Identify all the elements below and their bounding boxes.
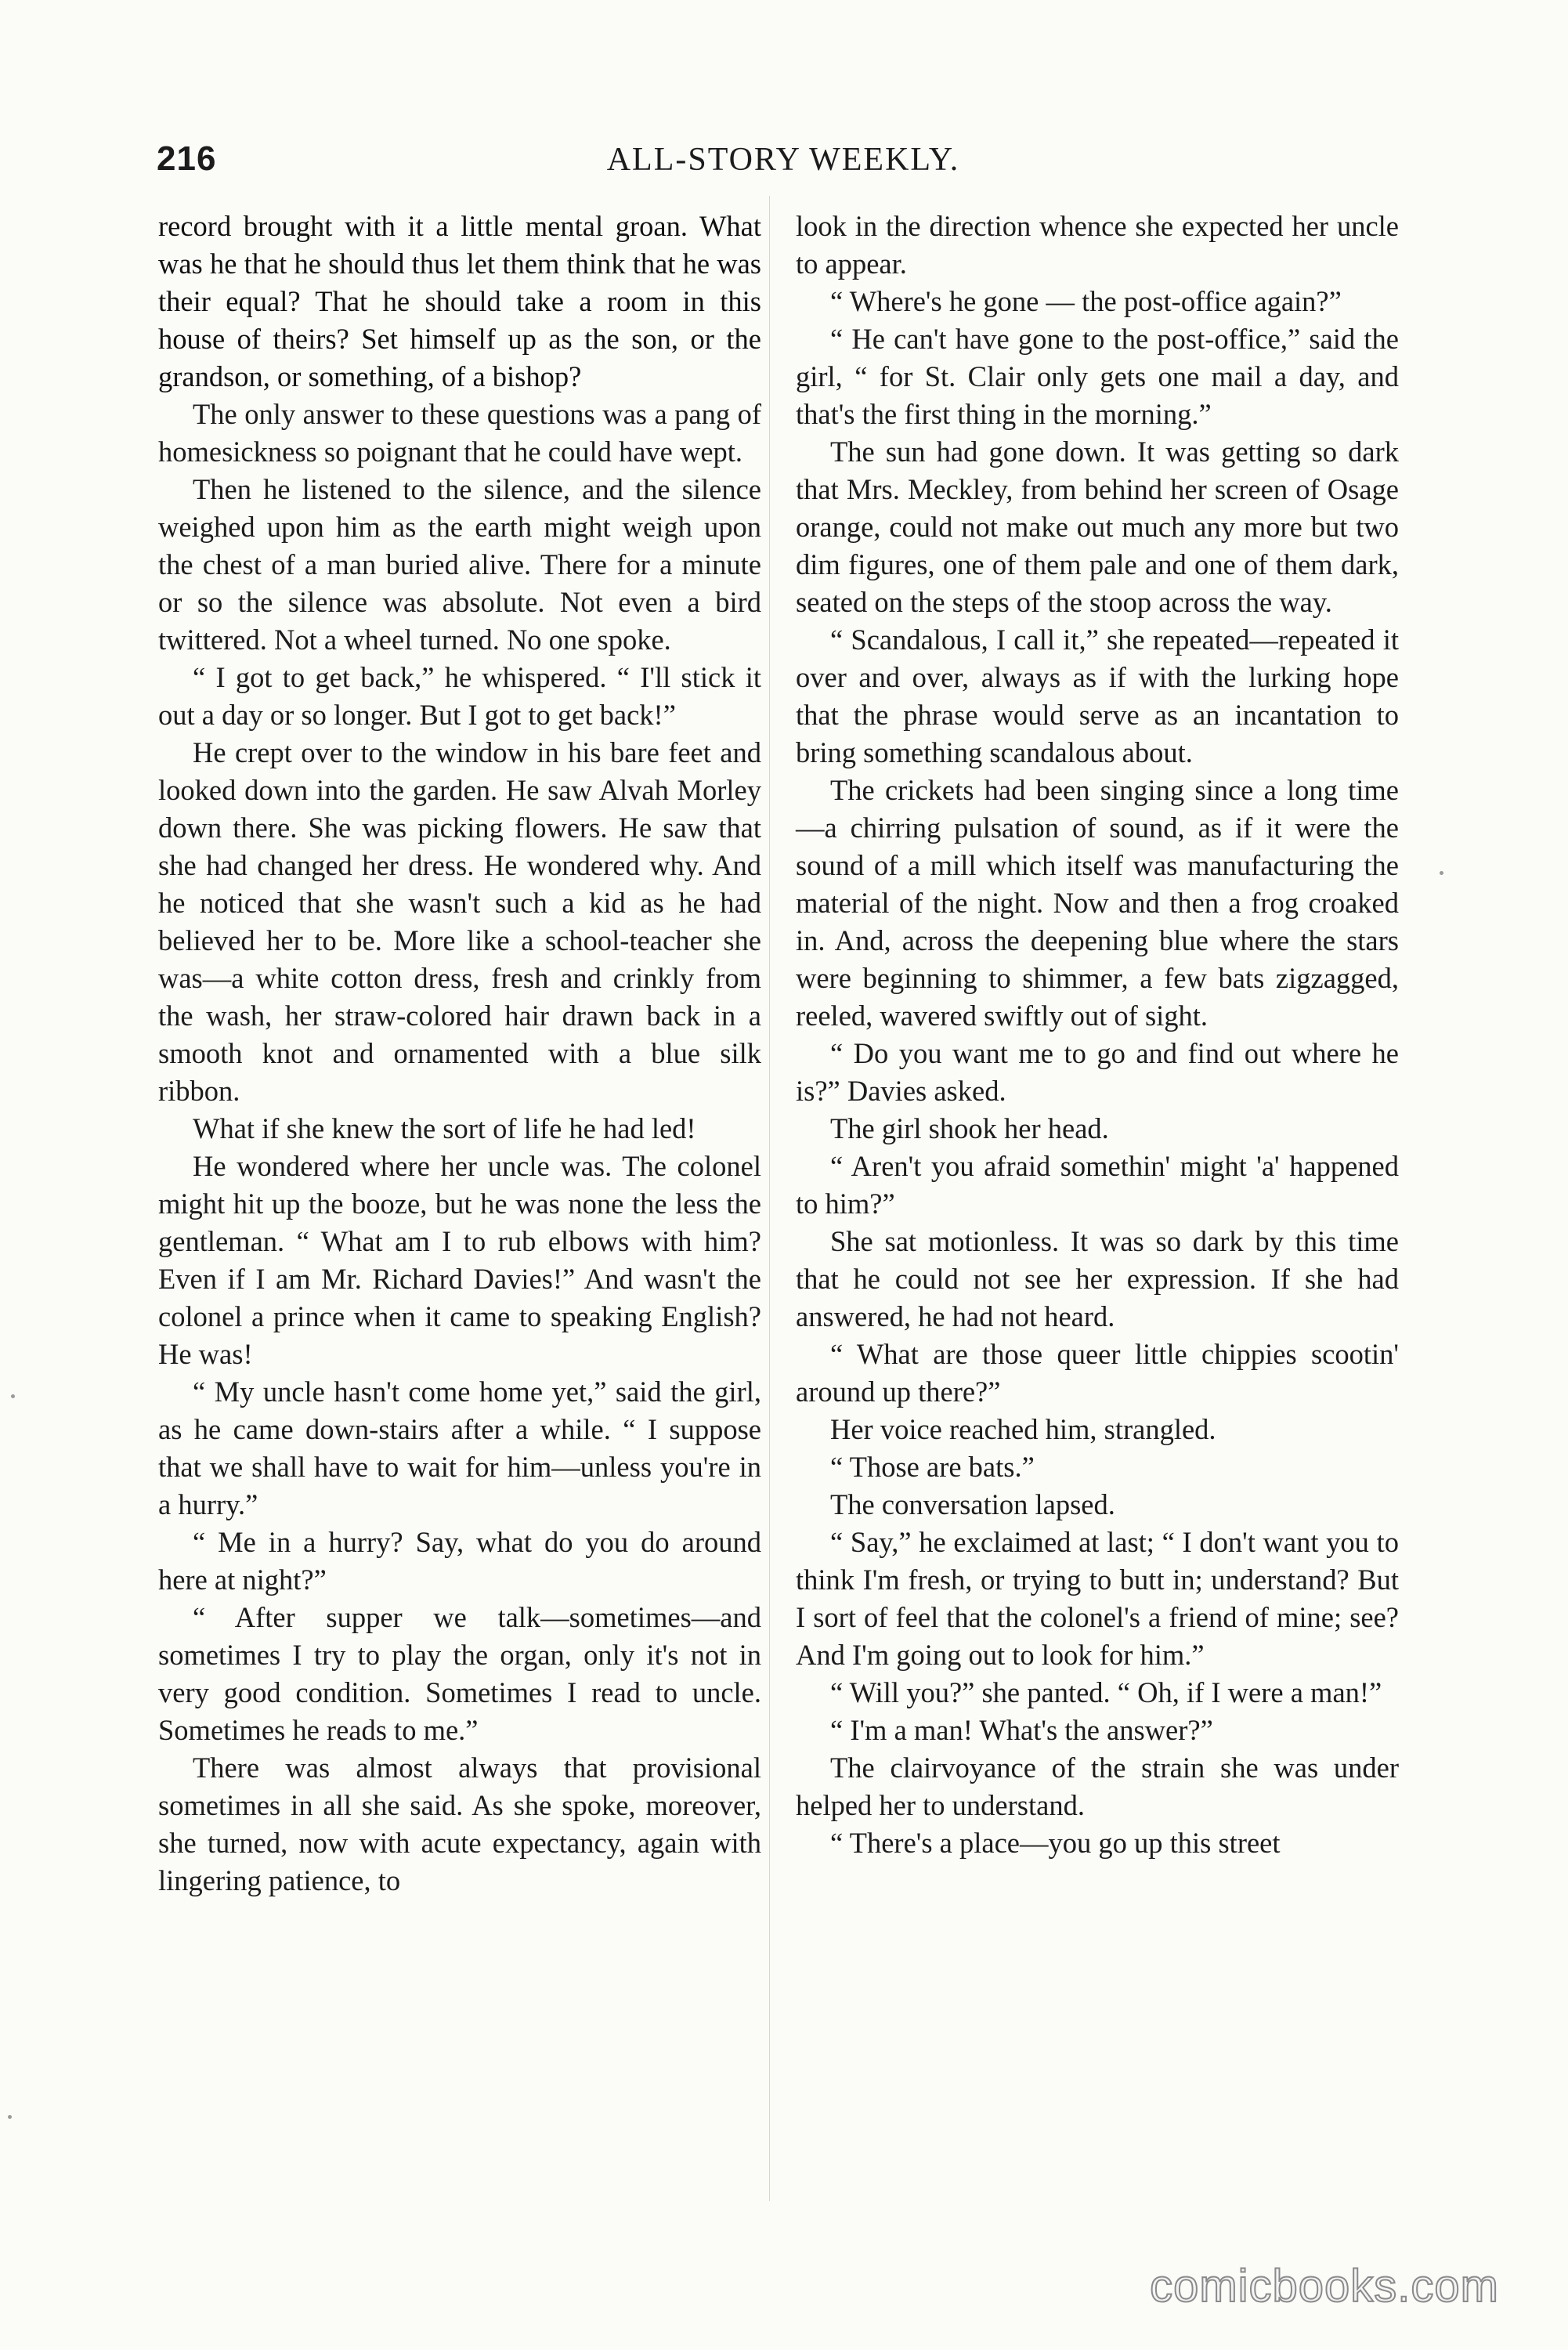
paragraph: “ What are those queer little chippies scootin' around up there?” (796, 1338, 1399, 1408)
paragraph: The crickets had been singing since a long time—a chirring pulsation of sound, as if it were the sound of a mill which itself was manufacturing the material of the night. Now and then a frog croaked in. And, across the deepening blue where the stars were beginning to shimmer, a few bats zigzagged, reeled, wavered swiftly out of sight. (796, 774, 1399, 1032)
right-column (796, 208, 1399, 1862)
paragraph: “ After supper we talk—sometimes—and sometimes I try to play the organ, only it's not in very good condition. Sometimes I read to uncle. Sometimes he reads to me.” (158, 1601, 761, 1746)
paragraph: The conversation lapsed. (830, 1488, 1115, 1520)
paragraph: “ There's a place—you go up this street (830, 1827, 1281, 1859)
paragraph: “ Where's he gone — the post-office again?” (830, 285, 1342, 317)
paragraph: “ Me in a hurry? Say, what do you do around here at night?” (158, 1526, 761, 1596)
running-title: ALL-STORY WEEKLY. (606, 142, 960, 178)
left-column (158, 208, 761, 1900)
scan-speck (11, 1394, 15, 1398)
paragraph: “ He can't have gone to the post-office,” said the girl, “ for St. Clair only gets one mail a day, and that's the first thing in the morning.” (796, 323, 1399, 430)
paragraph: “ Say,” he exclaimed at last; “ I don't want you to think I'm fresh, or trying to butt in; understand? But I sort of feel that the colonel's a friend of mine; see? And I'm going out to look for him.” (796, 1526, 1399, 1671)
paragraph: What if she knew the sort of life he had led! (193, 1112, 696, 1144)
paragraph: Her voice reached him, strangled. (830, 1413, 1216, 1445)
paragraph: “ Will you?” she panted. “ Oh, if I were a man!” (830, 1676, 1382, 1708)
page-header (157, 139, 1410, 186)
paragraph: “ I got to get back,” he whispered. “ I'll stick it out a day or so longer. But I got to get back!” (158, 661, 761, 731)
scan-speck (8, 2115, 12, 2119)
paragraph: “ I'm a man! What's the answer?” (830, 1714, 1213, 1746)
paragraph: The girl shook her head. (830, 1112, 1109, 1144)
paragraph: The clairvoyance of the strain she was under helped her to understand. (796, 1752, 1399, 1821)
paragraph: look in the direction whence she expected her uncle to appear. (796, 210, 1399, 280)
column-divider (769, 196, 770, 2201)
paragraph: The sun had gone down. It was getting so dark that Mrs. Meckley, from behind her screen of Osage orange, could not make out much any more but two dim figures, one of them pale and one of them dark, seated on the steps of the stoop across the way. (796, 436, 1399, 618)
paragraph: She sat motionless. It was so dark by this time that he could not see her expression. If she had answered, he had not heard. (796, 1225, 1399, 1332)
paragraph: “ Do you want me to go and find out where he is?” Davies asked. (796, 1037, 1399, 1107)
paragraph: record brought with it a little mental groan. What was he that he should thus let them think that he was their equal? That he should take a room in this house of theirs? Set himself up as the son, or the grandson, or something, of a bishop? (158, 210, 761, 392)
paragraph: “ Aren't you afraid somethin' might 'a' happened to him?” (796, 1150, 1399, 1220)
paragraph: He wondered where her uncle was. The colonel might hit up the booze, but he was none the less the gentleman. “ What am I to rub elbows with him? Even if I am Mr. Richard Davies!” And wasn't the colonel a prince when it came to speaking English? He was! (158, 1150, 761, 1370)
paragraph: There was almost always that provisional sometimes in all she said. As she spoke, moreover, she turned, now with acute expectancy, again with lingering patience, to (158, 1752, 761, 1896)
paragraph: The only answer to these questions was a pang of homesickness so poignant that he could have wept. (158, 398, 761, 468)
scan-speck (1440, 871, 1443, 875)
paragraph: Then he listened to the silence, and the silence weighed upon him as the earth might weigh upon the chest of a man buried alive. There for a minute or so the silence was absolute. Not even a bird twittered. Not a wheel turned. No one spoke. (158, 473, 761, 656)
paragraph: “ Scandalous, I call it,” she repeated—repeated it over and over, always as if with the lurking hope that the phrase would serve as an incantation to bring something scandalous about. (796, 624, 1399, 768)
paragraph: “ My uncle hasn't come home yet,” said the girl, as he came down-stairs after a while. “ I suppose that we shall have to wait for him—unless you're in a hurry.” (158, 1376, 761, 1520)
paragraph: He crept over to the window in his bare feet and looked down into the garden. He saw Alvah Morley down there. She was picking flowers. He saw that she had changed her dress. He wondered why. And he noticed that she wasn't such a kid as he had believed her to be. More like a school-teacher she was—a white cotton dress, fresh and crinkly from the wash, her straw-colored hair drawn back in a smooth knot and ornamented with a blue silk ribbon. (158, 736, 761, 1107)
page-number: 216 (157, 139, 217, 178)
paragraph: “ Those are bats.” (830, 1451, 1035, 1483)
watermark: comicbooks.com (1150, 2261, 1499, 2312)
